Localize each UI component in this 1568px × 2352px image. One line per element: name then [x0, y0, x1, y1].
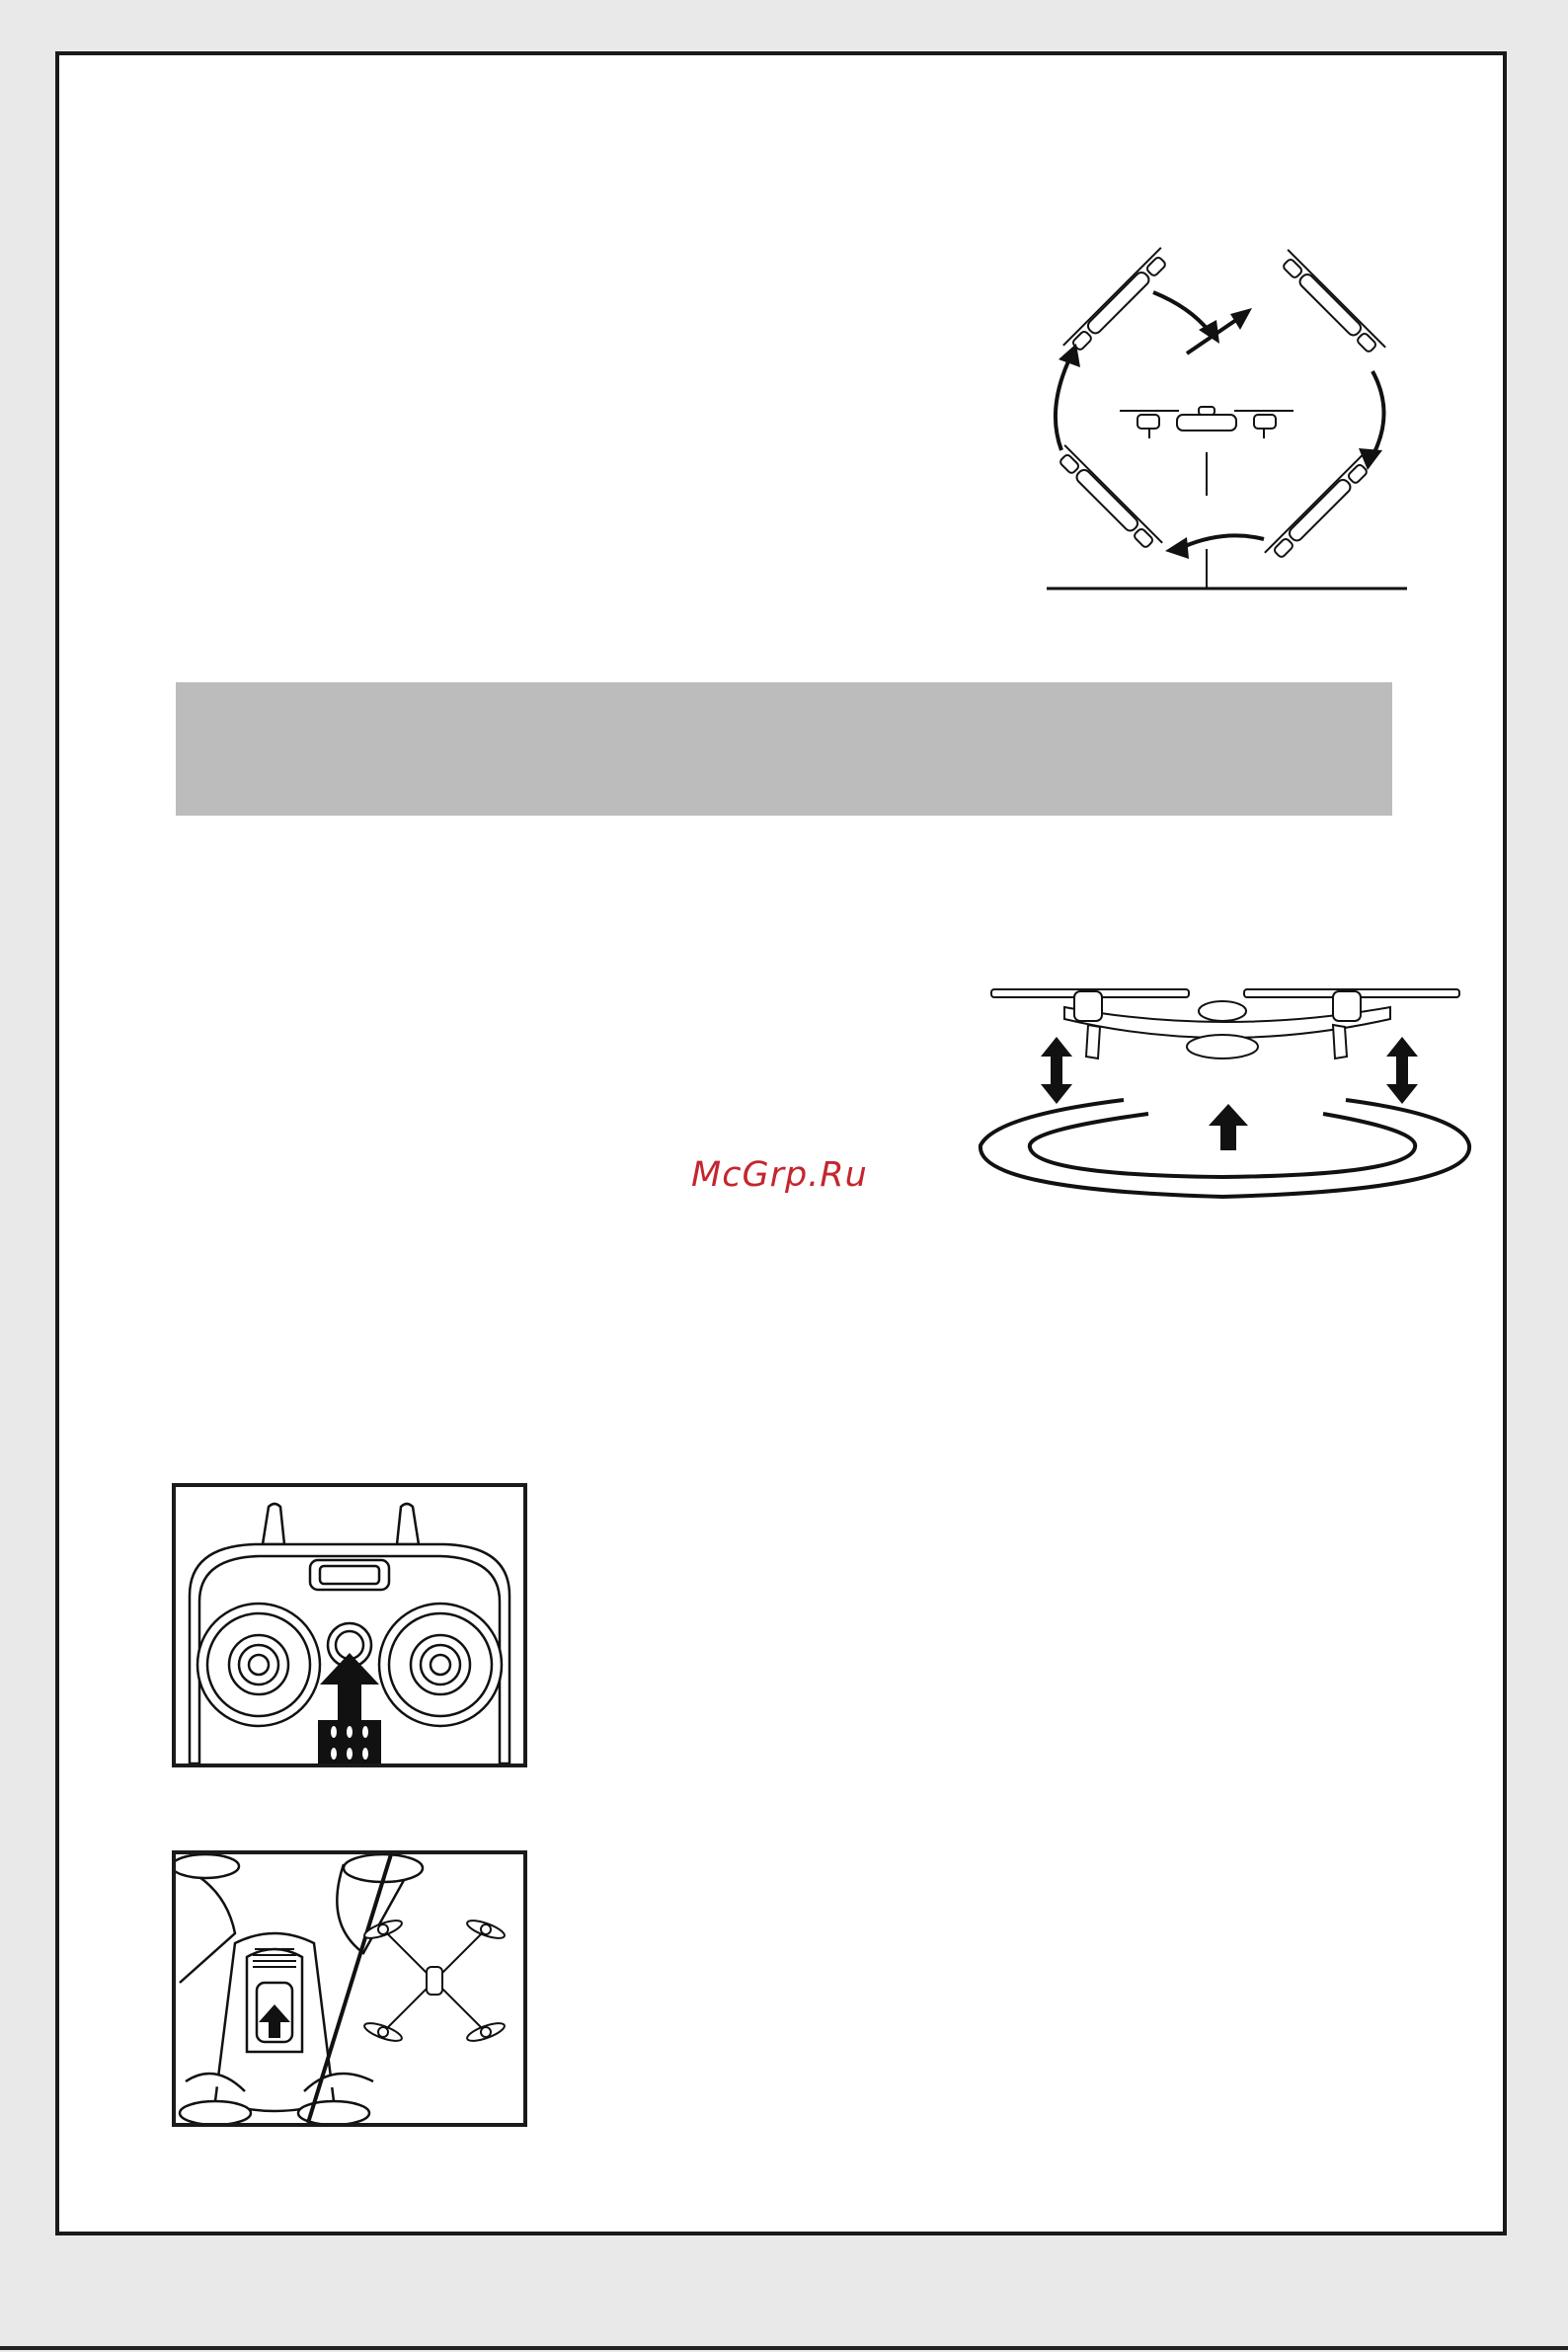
drone-flip-loop-diagram: [1017, 233, 1432, 598]
controller-power-button-illustration: [172, 1483, 527, 1767]
watermark-text: McGrp.Ru: [691, 1155, 868, 1195]
drone-ground-effect-diagram: [976, 978, 1477, 1205]
drone-power-switch-illustration: [172, 1850, 527, 2127]
section-header-bar: [176, 682, 1392, 816]
footer-edge-line: [0, 2346, 1568, 2350]
